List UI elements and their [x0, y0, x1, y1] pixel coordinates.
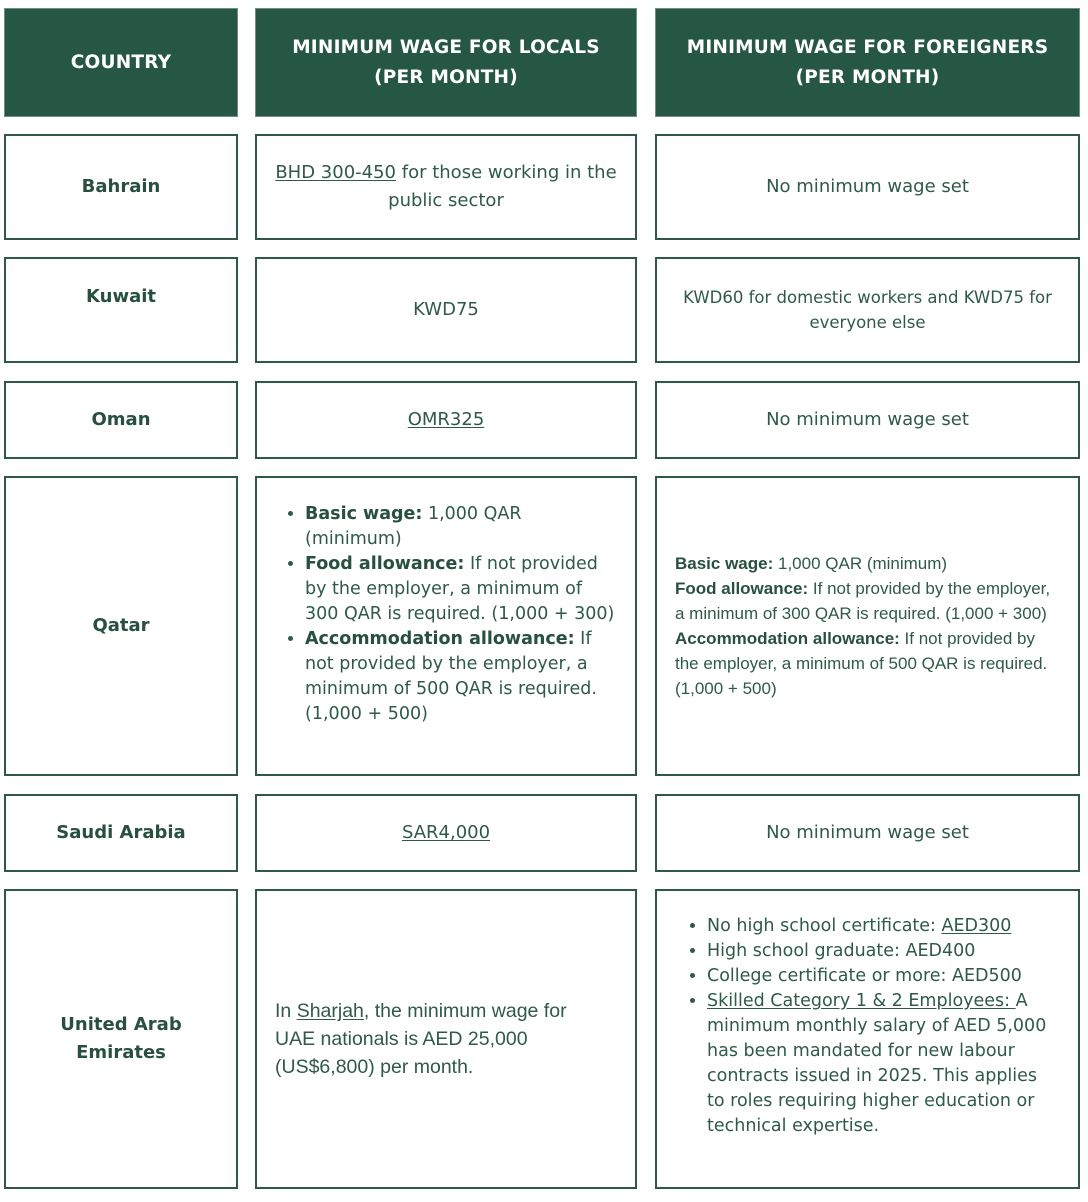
header-locals-line1: MINIMUM WAGE FOR LOCALS [292, 36, 600, 58]
country-name: Kuwait [86, 286, 156, 307]
header-locals [255, 8, 637, 117]
table-row-qatar-foreigners [655, 476, 1080, 776]
country-name-line1: United Arab [60, 1014, 182, 1035]
foreigners-wage: KWD60 for domestic workers and KWD75 for everyone else [683, 288, 1052, 332]
item-label: Food allowance: [305, 554, 465, 574]
foreigners-wage-list [657, 891, 1078, 1139]
item-text: College certificate or more: AED500 [707, 966, 1022, 986]
country-name: Qatar [92, 615, 150, 636]
header-foreigners [655, 8, 1080, 117]
item-text: If not provided by the employer, a minimum of 500 QAR is required. (1,000 + 500) [675, 629, 1048, 698]
header-foreigners-label [687, 33, 1049, 93]
list-item [707, 964, 1060, 989]
locals-wage-text: for those working in the public sector [388, 162, 617, 211]
item-text: 1,000 QAR (minimum) [773, 554, 948, 573]
foreigners-wage: No minimum wage set [766, 176, 969, 197]
header-foreigners-line1: MINIMUM WAGE FOR FOREIGNERS [686, 36, 1049, 58]
skilled-category-link[interactable]: Skilled Category 1 & 2 Employees: [707, 991, 1016, 1011]
table-row-uae-locals [255, 889, 637, 1189]
header-country [4, 8, 238, 117]
table-row-oman-locals [255, 381, 637, 459]
table-row-kuwait-foreigners [655, 257, 1080, 363]
foreigners-wage: No minimum wage set [766, 822, 969, 843]
table-row-saudi-arabia-foreigners [655, 794, 1080, 872]
table-row-qatar-country [4, 476, 238, 776]
country-name [60, 1011, 181, 1067]
locals-wage-list [257, 478, 635, 727]
foreigners-wage: No minimum wage set [766, 409, 969, 430]
item-label: Accommodation allowance: [675, 629, 900, 648]
table-row-saudi-arabia-country [4, 794, 238, 872]
locals-wage-text: , the minimum wage for UAE nationals is AED 25,000 (US$6,800) per month. [275, 1000, 567, 1078]
item-label: Basic wage: [675, 554, 774, 573]
table-row-saudi-arabia-locals [255, 794, 637, 872]
item-text: No high school certificate: [707, 916, 942, 936]
header-locals-line2: (PER MONTH) [374, 66, 518, 88]
header-locals-label [292, 33, 600, 93]
locals-wage [267, 159, 625, 215]
table-row-uae-foreigners [655, 889, 1080, 1189]
list-item [305, 502, 615, 552]
country-name-line2: Emirates [76, 1042, 166, 1063]
table-row-bahrain-foreigners [655, 134, 1080, 240]
item-text: A minimum monthly salary of AED 5,000 has been mandated for new labour contracts issued in 2025. This applies to roles requiring higher education or technical expertise. [707, 991, 1047, 1136]
wage-link[interactable]: AED300 [941, 916, 1012, 936]
table-row-kuwait-locals [255, 257, 637, 363]
list-item [305, 552, 615, 627]
item-text: 1,000 QAR (minimum) [305, 504, 522, 549]
header-country-label: COUNTRY [70, 51, 172, 73]
item-label: Accommodation allowance: [305, 629, 575, 649]
list-item [305, 627, 615, 727]
country-name: Oman [91, 409, 151, 430]
item-text: If not provided by the employer, a minimum of 500 QAR is required. (1,000 + 500) [305, 629, 597, 724]
item-text: High school graduate: AED400 [707, 941, 976, 961]
table-row-bahrain-country [4, 134, 238, 240]
item-text: If not provided by the employer, a minimum of 300 QAR is required. (1,000 + 300) [305, 554, 615, 624]
wage-link[interactable]: OMR325 [407, 409, 485, 430]
table-row-kuwait-country [4, 257, 238, 363]
locals-wage: KWD75 [413, 299, 479, 320]
paragraph [675, 551, 1060, 576]
sharjah-link[interactable]: Sharjah [296, 1000, 364, 1022]
wage-link[interactable]: SAR4,000 [401, 822, 491, 843]
locals-wage-prefix: In [275, 1000, 297, 1022]
table-row-oman-country [4, 381, 238, 459]
locals-wage [275, 997, 605, 1081]
list-item [707, 939, 1060, 964]
country-name: Bahrain [81, 176, 161, 197]
header-foreigners-line2: (PER MONTH) [795, 66, 940, 88]
item-label: Food allowance: [675, 579, 809, 598]
table-row-qatar-locals [255, 476, 637, 776]
paragraph [675, 576, 1060, 626]
table-row-bahrain-locals [255, 134, 637, 240]
table-row-uae-country [4, 889, 238, 1189]
item-text: If not provided by the employer, a minimum of 300 QAR is required. (1,000 + 300) [675, 579, 1051, 623]
paragraph [675, 626, 1060, 701]
table-row-oman-foreigners [655, 381, 1080, 459]
list-item [707, 989, 1060, 1139]
list-item [707, 914, 1060, 939]
item-label: Basic wage: [305, 504, 423, 524]
wage-link[interactable]: BHD 300-450 [275, 162, 397, 183]
country-name: Saudi Arabia [56, 822, 186, 843]
foreigners-wage-block [675, 551, 1060, 701]
